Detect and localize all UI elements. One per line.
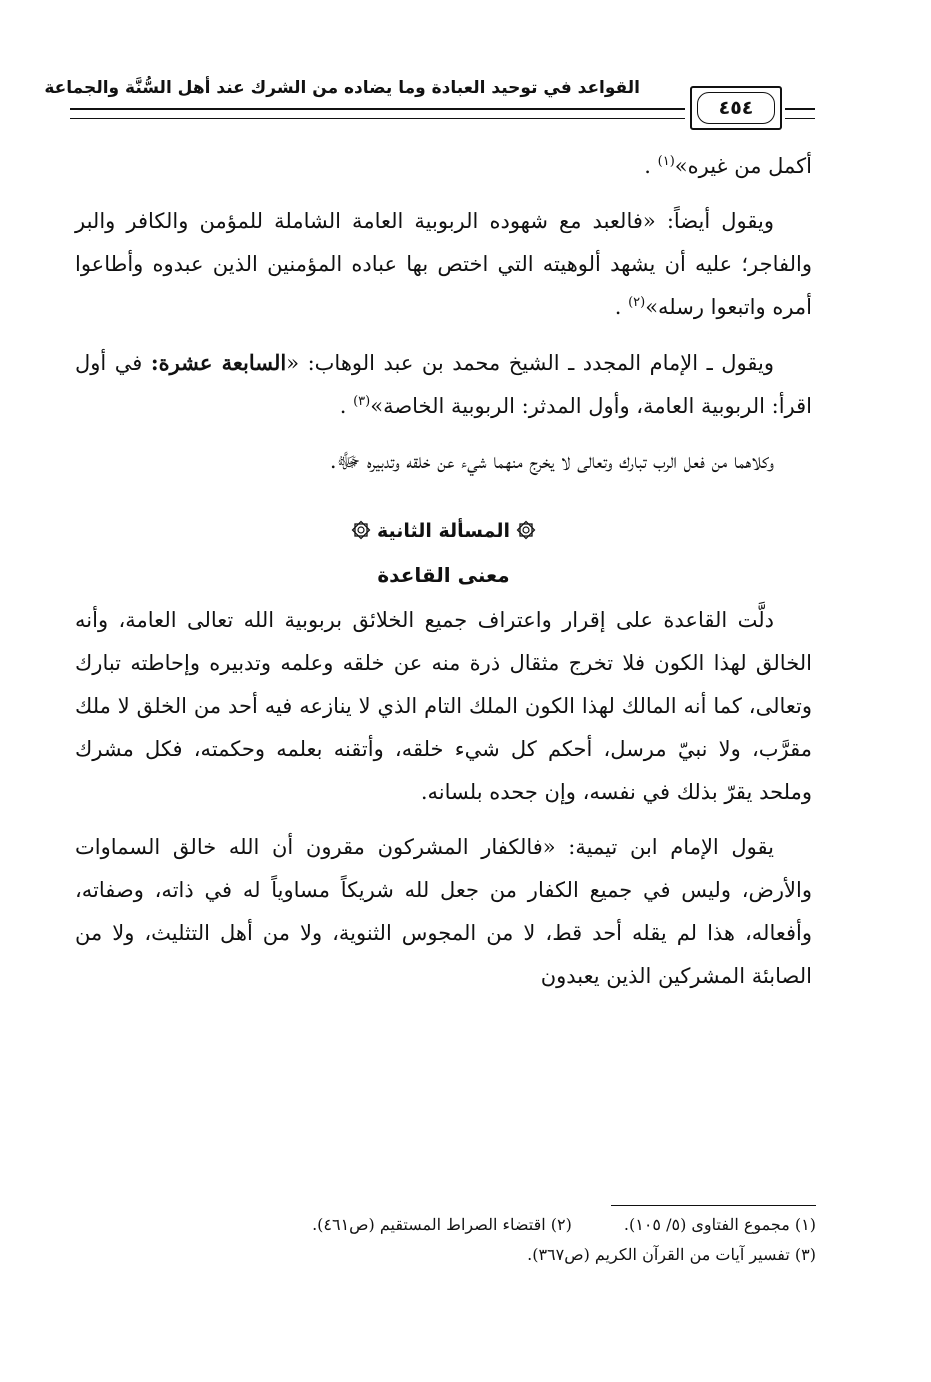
header-rule-right [785,108,815,119]
paragraph-1-end: . [644,154,651,178]
footnote-ref-2[interactable]: (٢) [628,295,646,310]
paragraph-3-bold: السابعة عشرة: [150,350,287,375]
paragraph-1-text: أكمل من غيره» [674,154,812,178]
paragraph-3-end: . [339,394,347,418]
paragraph-2-text: ويقول أيضاً: «فالعبد مع شهوده الربوبية العامة الشاملة للمؤمن والكافر والبر والفاجر؛ عليه أن يشهد ألوهيته التي اختص بها عباده المؤمنين الذين عبدوه وأطاعوا أمره واتبعوا رسله» [75,209,812,319]
footnote-rule [611,1205,816,1206]
star-ornament-icon [516,520,536,540]
paragraph-4: وكلاهما من فعل الرب تبارك وتعالى لا يخرج منهما شيء عن خلقه وتدبيره ﷻ. [329,449,774,473]
footnote-ref-1[interactable]: (١) [657,154,675,169]
section-heading-text: المسألة الثانية [376,520,511,542]
page-header [44,72,815,132]
running-title: القواعد في توحيد العبادة وما يضاده من الشرك عند أهل السُّنَّة والجماعة [44,78,640,98]
page-number: ٤٥٤ [697,92,775,124]
paragraph-2-end: . [614,295,622,319]
star-ornament-icon [351,520,371,540]
paragraph-5: دلَّت القاعدة على إقرار واعتراف جميع الخلائق بربوبية الله تعالى العامة، وأنه الخالق لهذا الكون فلا تخرج مثقال ذرة منه عن خلقه وعلمه وتدبيره وإحاطته تبارك وتعالى، كما أنه المالك لهذا الكون الملك التام الذي لا ينازعه فيه أحد من الخلق لا ملك مقرَّب، ولا نبيّ مرسل، أحكم كل شيء خلقه، وأتقنه بعلمه وحكمته، فكل مشرك وملحد يقرّ بذلك في نفسه، وإن جحده بلسانه. [75,608,812,804]
paragraph-1 [75,145,812,188]
footnote-1: (١) مجموع الفتاوى (٥/ ١٠٥). [623,1215,816,1234]
footnote-ref-3[interactable]: (٣) [353,394,371,409]
paragraph-3 [75,341,812,428]
paragraph-3-text-b: في أول اقرأ: الربوبية العامة، وأول المدثر: الربوبية الخاصة» [75,351,812,418]
sub-heading: معنى القاعدة [377,563,510,587]
paragraph-3-text-a: ويقول ـ الإمام المجدد ـ الشيخ محمد بن عبد الوهاب: « [286,351,774,375]
footnote-3: (٣) تفسير آيات من القرآن الكريم (ص٣٦٧). [527,1245,816,1264]
footnote-line-1 [75,1210,816,1240]
section-heading [75,511,812,551]
paragraph-2 [75,200,812,329]
header-rule [70,108,685,119]
footnote-2: (٢) اقتضاء الصراط المستقيم (ص٤٦١). [312,1215,572,1234]
footnotes [75,1210,816,1270]
page-body [75,145,812,998]
paragraph-6: يقول الإمام ابن تيمية: «فالكفار المشركون مقرون أن الله خالق السماوات والأرض، وليس في جميع الكفار من جعل لله شريكاً مساوياً له في ذاته، وصفاته، وأفعاله، هذا لم يقله أحد قط، لا من المجوس الثنوية، ولا من أهل التثليث، ولا من الصابئة المشركين الذين يعبدون [75,835,812,988]
footnote-line-2 [75,1240,816,1270]
page-number-frame [690,86,782,130]
